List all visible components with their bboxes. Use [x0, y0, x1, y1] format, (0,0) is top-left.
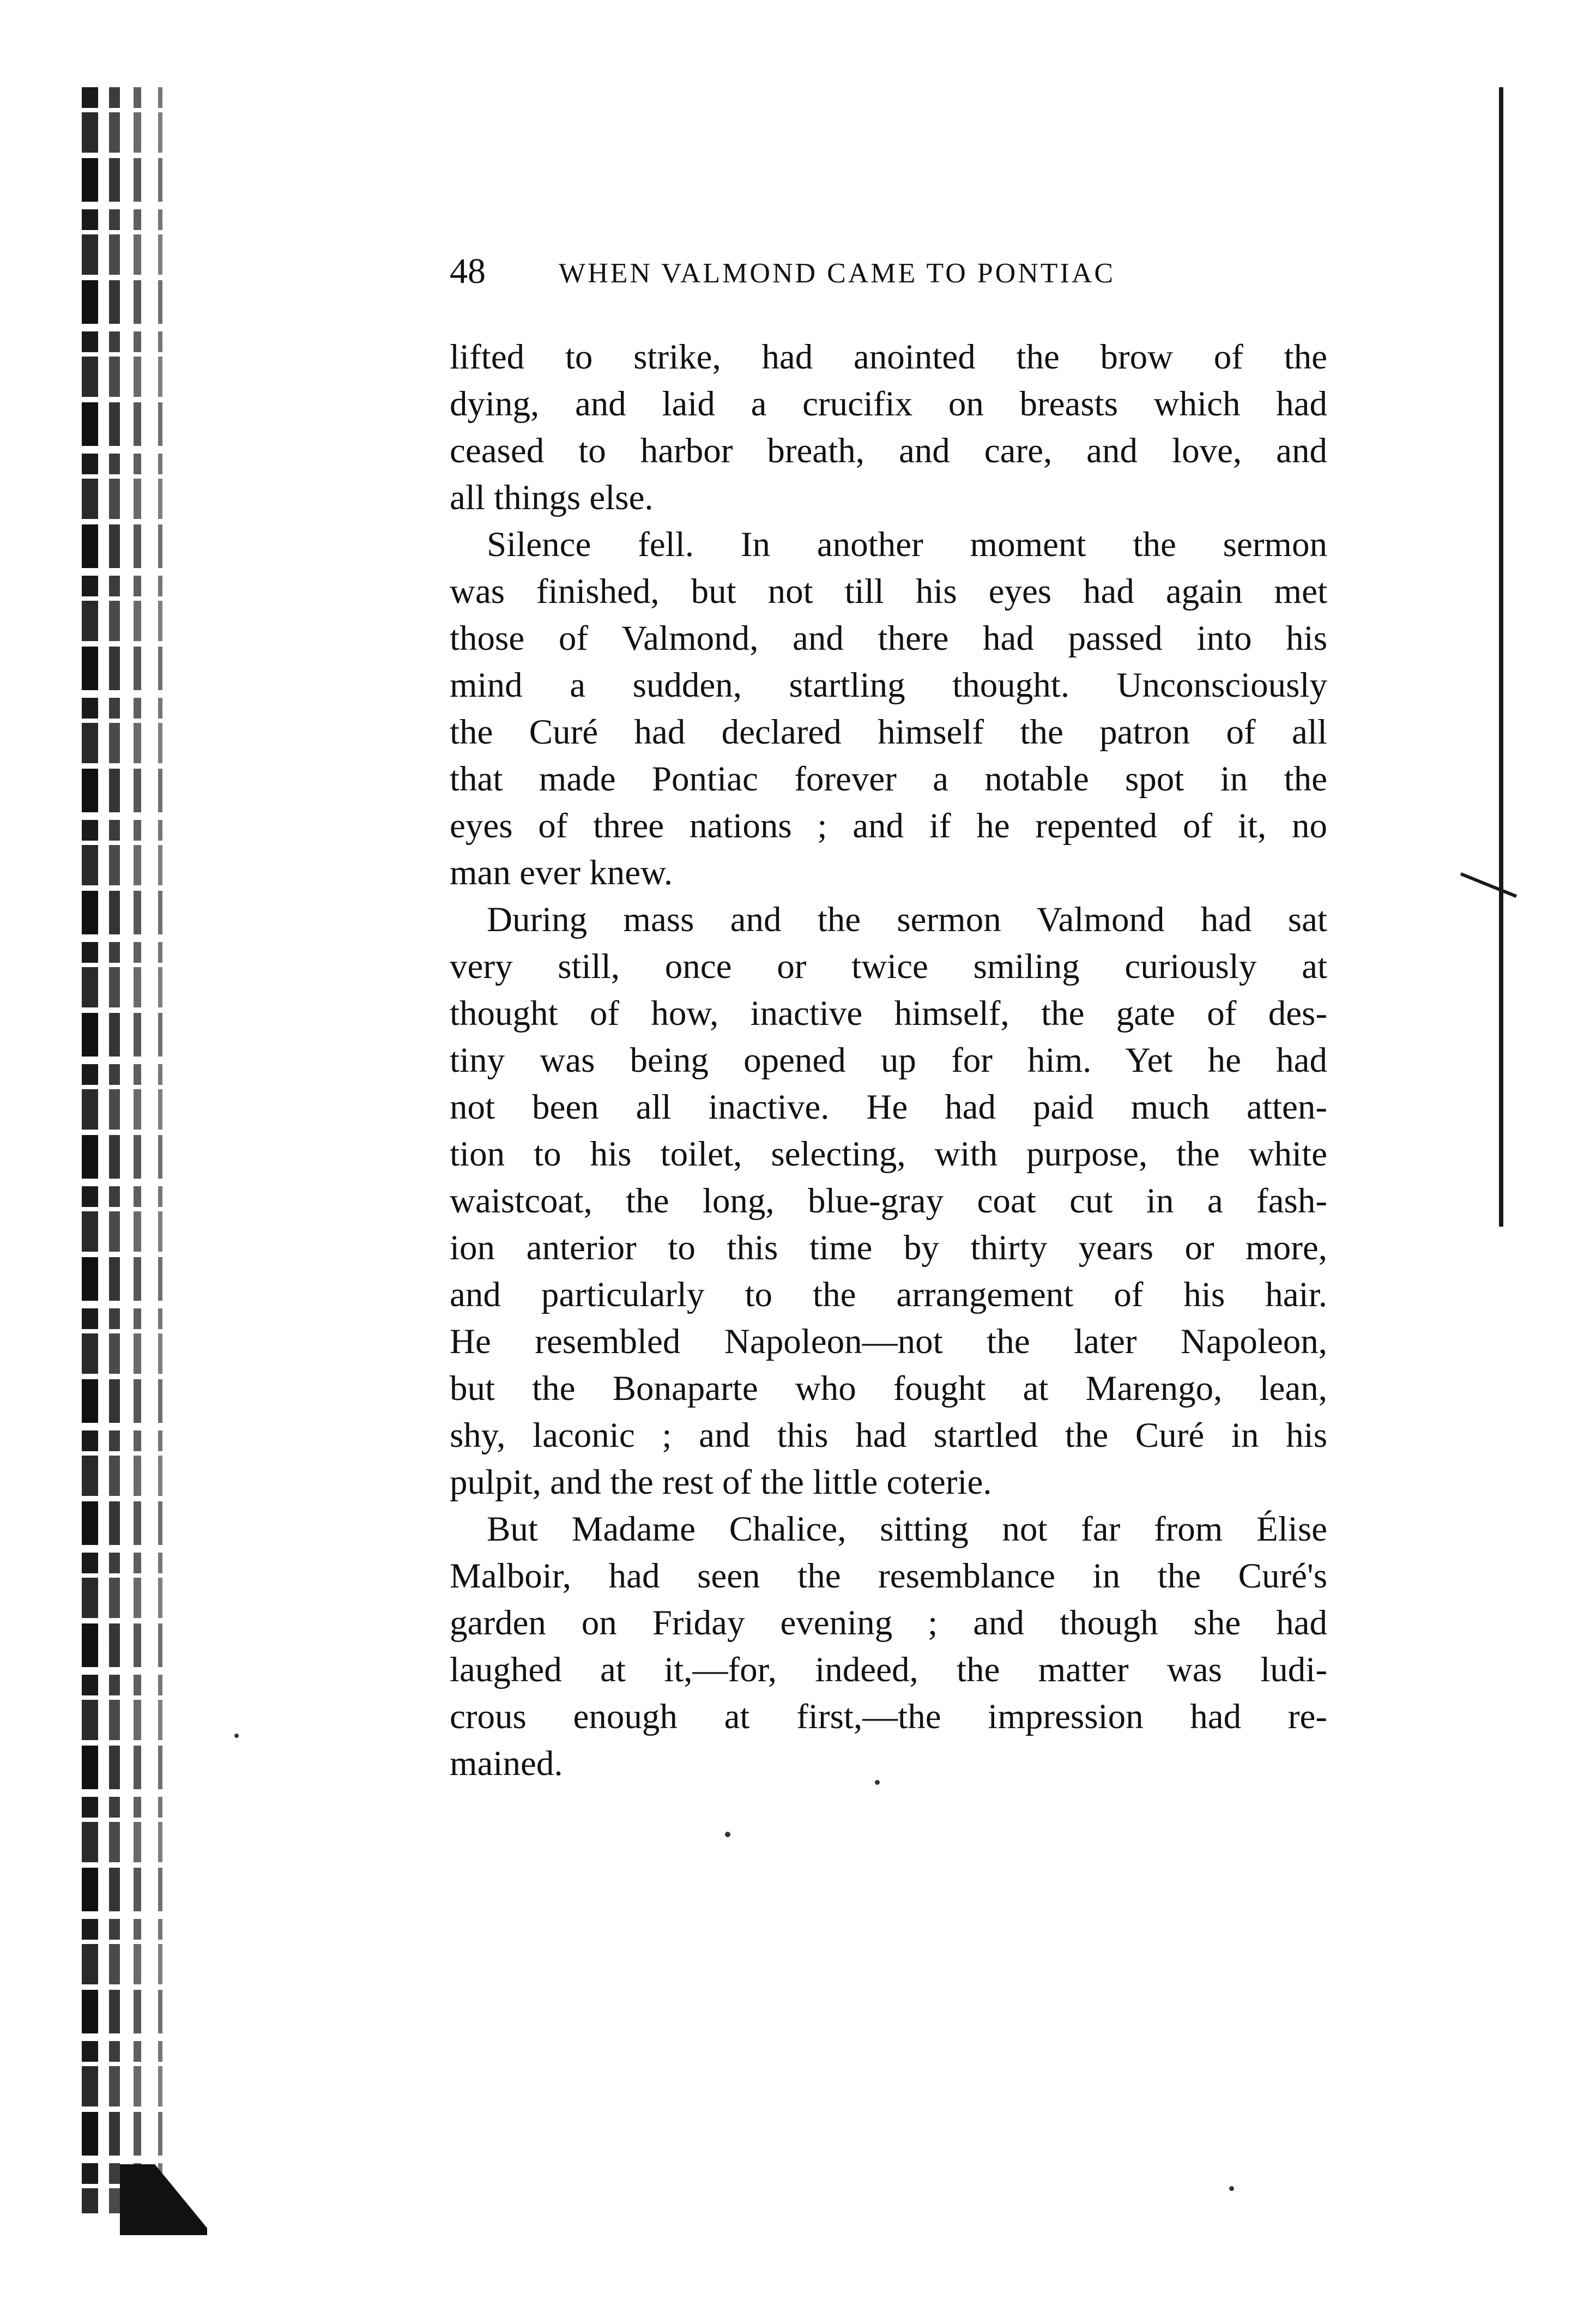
text-line: but the Bonaparte who fought at Marengo, lean,	[450, 1369, 1327, 1408]
text-line: dying, and laid a crucifix on breasts which had	[450, 384, 1327, 424]
text-line: very still, once or twice smiling curiously at	[450, 947, 1327, 986]
scan-speck	[234, 1734, 239, 1738]
text-line: man ever knew.	[450, 853, 673, 892]
page-number: 48	[450, 251, 486, 291]
text-line: garden on Friday evening ; and though she had	[450, 1603, 1327, 1643]
body-text	[450, 334, 1327, 1787]
text-line: tiny was being opened up for him. Yet he had	[450, 1041, 1327, 1080]
text-line: and particularly to the arrangement of his hair.	[450, 1275, 1327, 1314]
text-line: mind a sudden, startling thought. Unconsciously	[450, 666, 1327, 705]
text-line: laughed at it,—for, indeed, the matter was ludi-	[450, 1650, 1327, 1689]
running-head: WHEN VALMOND CAME TO PONTIAC	[559, 258, 1116, 289]
paragraph	[450, 334, 1327, 521]
text-line: Silence fell. In another moment the sermon	[487, 525, 1327, 564]
paragraph	[450, 1506, 1327, 1787]
text-line: the Curé had declared himself the patron of all	[450, 713, 1327, 752]
binding-shadow-strip	[158, 87, 162, 2213]
text-line: Malboir, had seen the resemblance in the Curé's	[450, 1556, 1327, 1596]
scan-margin-line	[1499, 87, 1503, 1227]
text-line: those of Valmond, and there had passed into his	[450, 619, 1327, 658]
text-line: lifted to strike, had anointed the brow of the	[450, 337, 1327, 377]
text-line: thought of how, inactive himself, the gate of des-	[450, 994, 1327, 1033]
text-line: But Madame Chalice, sitting not far from Élise	[487, 1510, 1327, 1549]
text-line: pulpit, and the rest of the little coterie.	[450, 1463, 992, 1502]
text-line: eyes of three nations ; and if he repented of it, no	[450, 806, 1327, 846]
scan-speck	[1229, 2186, 1234, 2191]
text-line: all things else.	[450, 478, 654, 517]
paragraph	[450, 521, 1327, 896]
scan-speck	[875, 1780, 880, 1785]
scan-margin-mark	[1460, 872, 1517, 898]
scan-speck	[725, 1832, 730, 1837]
text-line: not been all inactive. He had paid much atten-	[450, 1088, 1327, 1127]
binding-corner-shadow	[120, 2164, 207, 2235]
binding-shadow-strip	[134, 87, 141, 2213]
scanned-binding-edge	[71, 87, 196, 2213]
text-line: waistcoat, the long, blue-gray coat cut in a fash-	[450, 1181, 1327, 1221]
text-line: was finished, but not till his eyes had again met	[450, 572, 1327, 611]
text-line: shy, laconic ; and this had startled the Curé in his	[450, 1416, 1327, 1455]
text-line: mained.	[450, 1744, 563, 1783]
text-line: He resembled Napoleon—not the later Napoleon,	[450, 1322, 1327, 1361]
text-line: ceased to harbor breath, and care, and love, and	[450, 431, 1327, 470]
text-line: tion to his toilet, selecting, with purpose, the white	[450, 1134, 1327, 1174]
paragraph	[450, 896, 1327, 1506]
text-line: that made Pontiac forever a notable spot in the	[450, 759, 1327, 799]
page-header	[450, 250, 1431, 293]
text-line: ion anterior to this time by thirty years or more,	[450, 1228, 1327, 1267]
binding-shadow-strip	[82, 87, 98, 2213]
text-line: During mass and the sermon Valmond had sat	[487, 900, 1327, 939]
binding-shadow-strip	[109, 87, 120, 2213]
text-line: crous enough at first,—the impression had re-	[450, 1697, 1327, 1736]
